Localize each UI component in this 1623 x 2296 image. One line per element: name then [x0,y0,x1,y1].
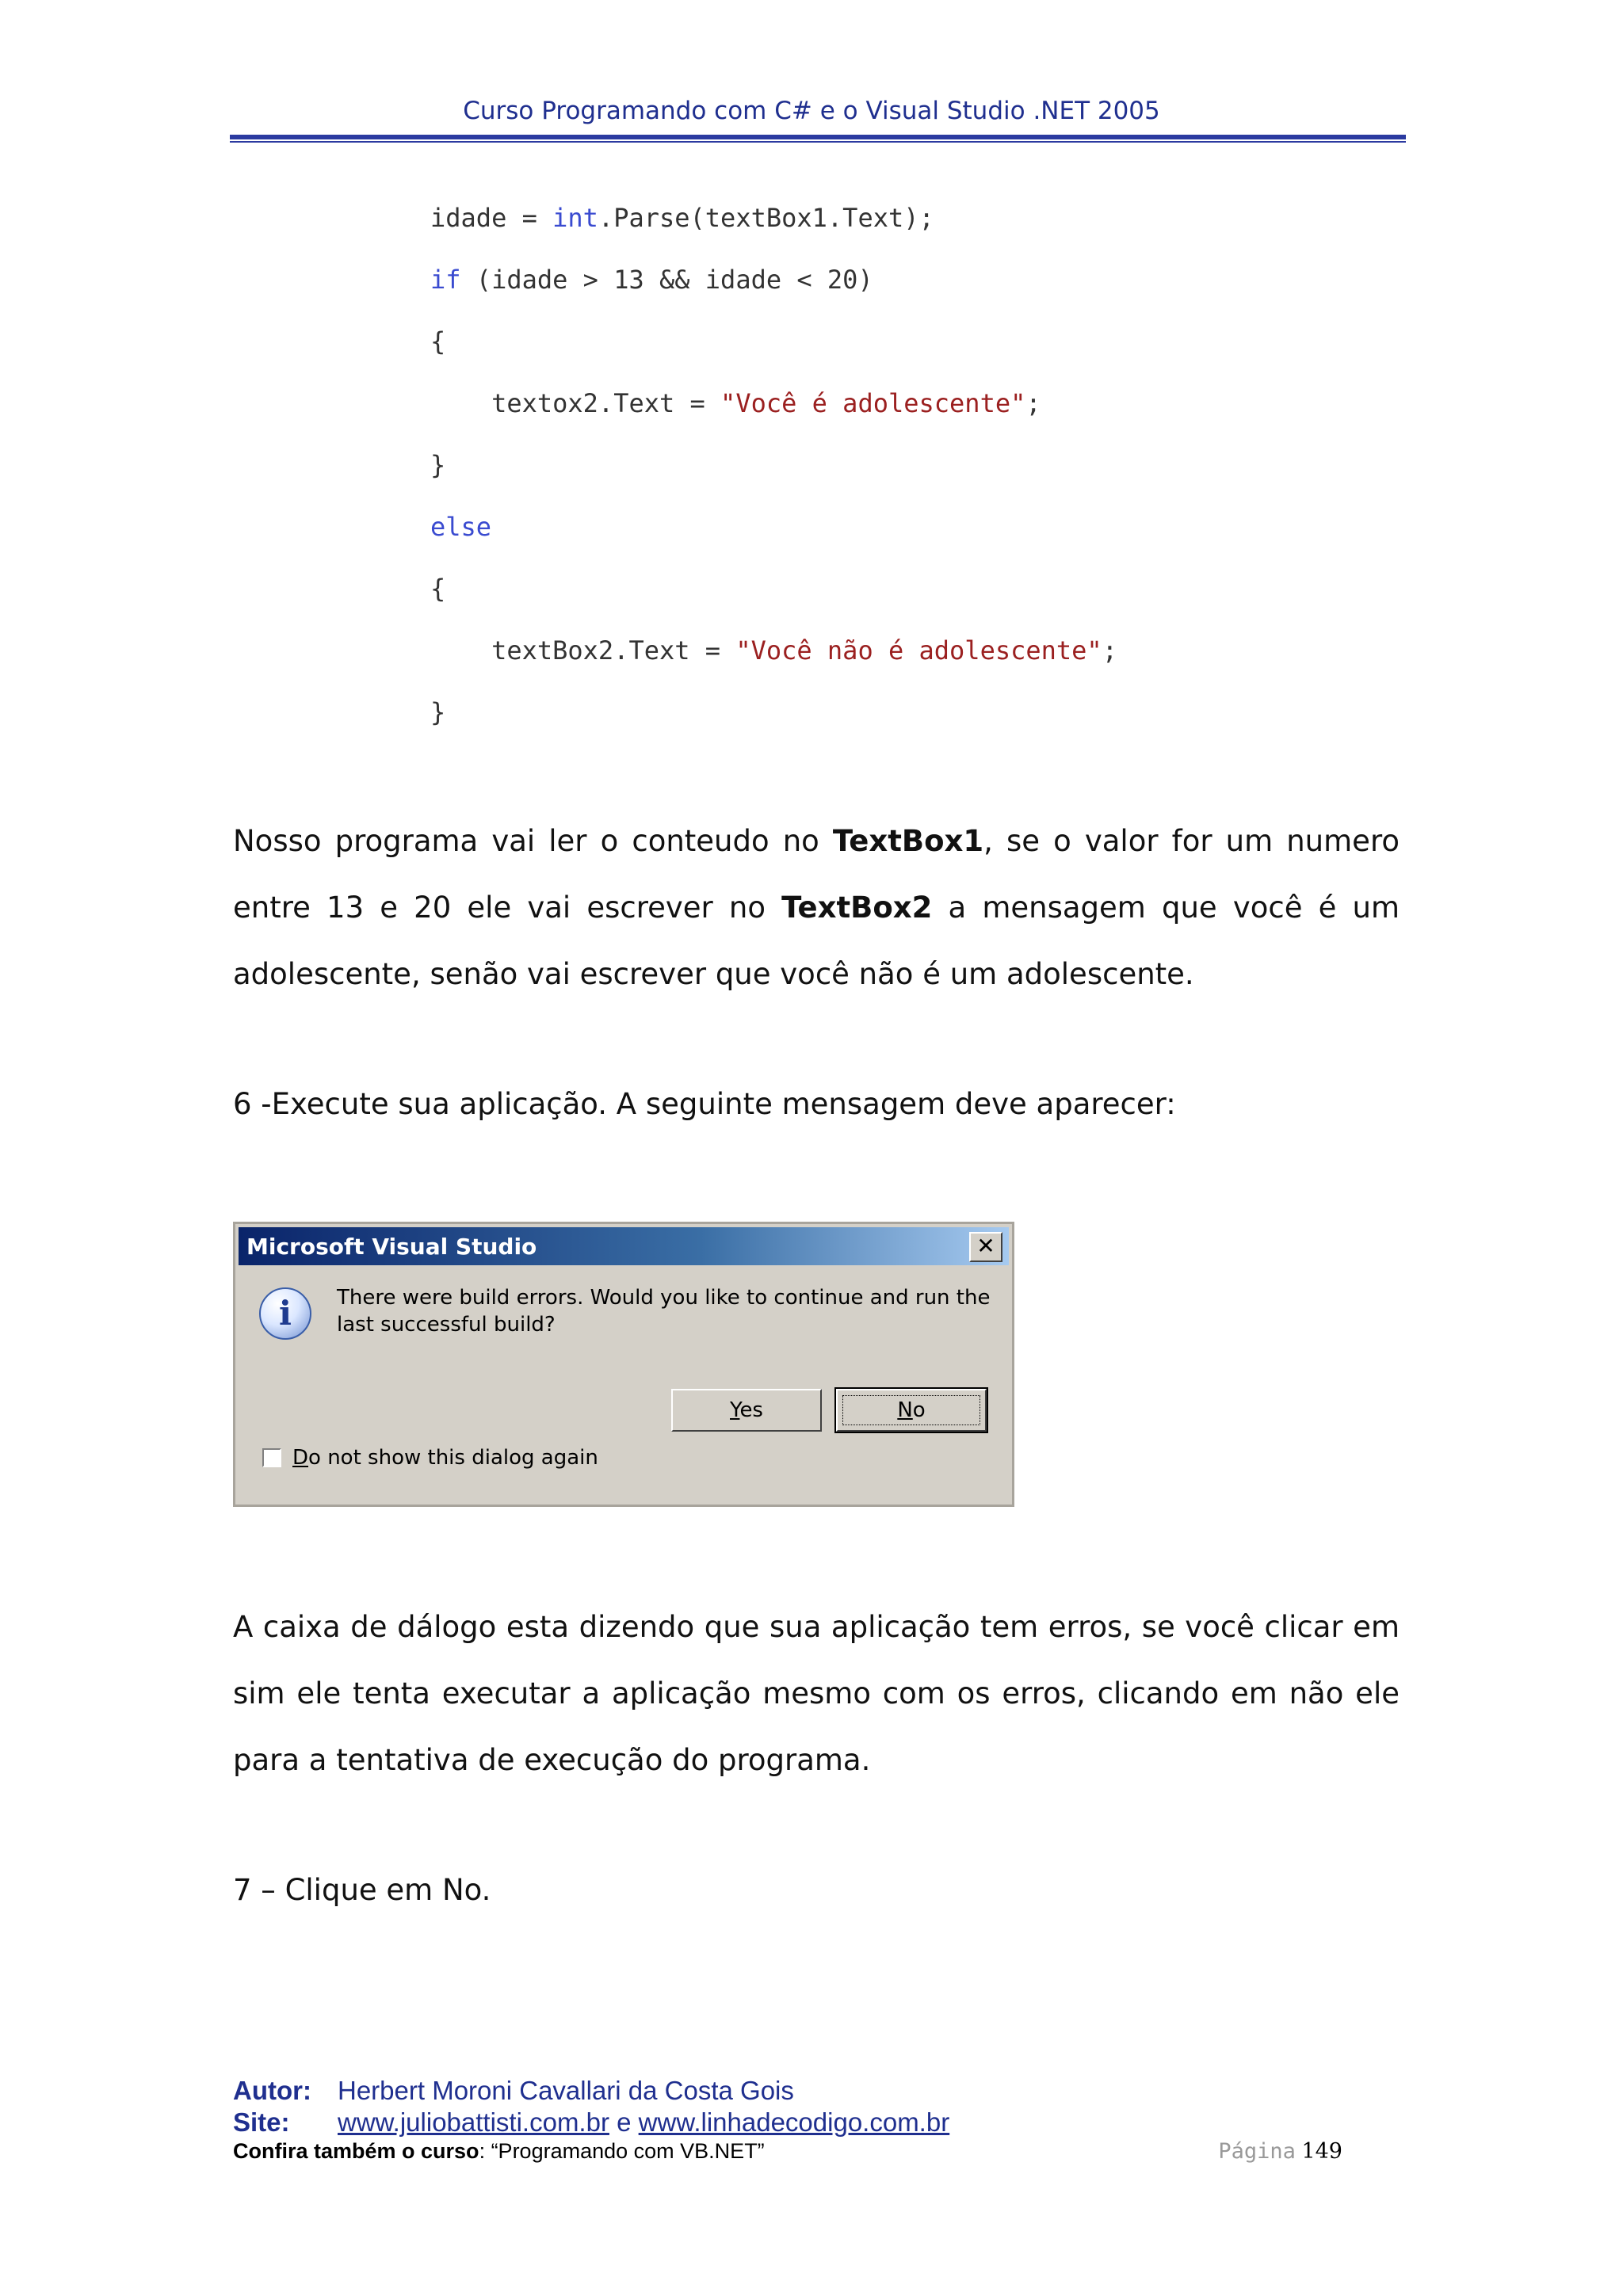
code-line-9: } [430,697,446,727]
code-block [430,198,1461,754]
page-footer [233,2076,1406,2164]
footer-site-row [233,2107,1406,2139]
dialog-title: Microsoft Visual Studio [246,1234,537,1260]
code-line-3: { [430,326,446,357]
footer-author-row [233,2076,1406,2107]
page-header: Curso Programando com C# e o Visual Studio .NET 2005 [463,97,1160,125]
footer-course-note: Confira também o curso: “Programando com VB.NET” [233,2139,765,2163]
site-links: www.juliobattisti.com.br e www.linhadecodigo.com.br [338,2107,950,2137]
dont-show-checkbox[interactable] [262,1448,281,1467]
code-line-1: idade = int.Parse(textBox1.Text); [430,203,934,233]
site-link-juliobattisti[interactable]: www.juliobattisti.com.br [338,2107,609,2137]
code-line-5: } [430,450,446,480]
header-rule [230,135,1406,143]
no-button[interactable]: No [836,1389,987,1432]
focus-ring [842,1395,980,1425]
info-icon: i [259,1287,311,1340]
page-number: Página 149 [1218,2139,1342,2164]
step-6: 6 -Execute sua aplicação. A seguinte mensagem deve aparecer: [233,1087,1176,1121]
paragraph-dialog-explanation: A caixa de dálogo esta dizendo que sua aplicação tem erros, se você clicar em sim ele tenta executar a aplicação mesmo com os erros, clicando em não ele para a tentativa de execução do programa. [233,1610,1400,1777]
dont-show-row[interactable] [262,1446,598,1470]
dialog-message: There were build errors. Would you like to continue and run the last successful build? [337,1286,991,1337]
paragraph-explanation: Nosso programa vai ler o conteudo no TextBox1, se o valor for um numero entre 13 e 20 ele vai escrever no TextBox2 a mensagem que você é um adolescente, senão vai escrever que você não é um adolescente. [233,824,1400,991]
code-line-6: else [430,512,492,542]
author-name: Herbert Moroni Cavallari da Costa Gois [338,2076,794,2105]
code-line-2: if (idade > 13 && idade < 20) [430,265,873,295]
author-label: Autor: [233,2076,311,2105]
dont-show-label: Do not show this dialog again [292,1446,598,1470]
close-icon[interactable]: ✕ [969,1232,1002,1262]
yes-button[interactable]: Yes [671,1389,822,1432]
site-label: Site: [233,2107,290,2137]
dialog-screenshot [233,1222,1014,1507]
site-link-linhadecodigo[interactable]: www.linhadecodigo.com.br [638,2107,950,2137]
code-line-7: { [430,574,446,604]
code-line-8: textBox2.Text = "Você não é adolescente"; [430,635,1117,666]
dialog-titlebar [239,1227,1009,1265]
code-line-4: textox2.Text = "Você é adolescente"; [430,388,1041,418]
step-7: 7 – Clique em No. [233,1873,491,1907]
